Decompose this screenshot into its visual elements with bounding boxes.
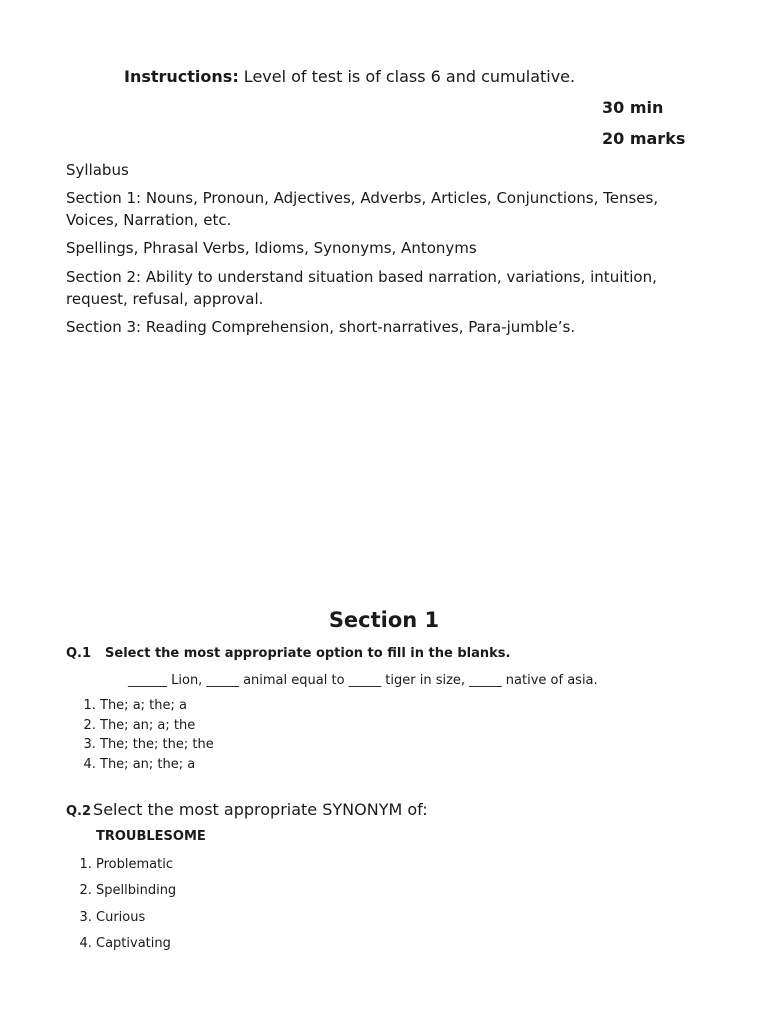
question-1 [66, 646, 510, 661]
option: 4. The; an; the; a [100, 755, 214, 775]
fill-blank-sentence: ______ Lion, _____ animal equal to _____ tiger in size, _____ native of asia. [128, 673, 598, 688]
q2-options [76, 852, 176, 957]
syllabus-item: Spellings, Phrasal Verbs, Idioms, Synonyms, Antonyms [66, 239, 477, 257]
instructions-text: Level of test is of class 6 and cumulative. [238, 67, 576, 86]
target-word: TROUBLESOME [96, 829, 206, 844]
option: 3. Curious [96, 905, 176, 931]
option: 4. Captivating [96, 931, 176, 957]
syllabus-item: Section 1: Nouns, Pronoun, Adjectives, Adverbs, Articles, Conjunctions, Tenses, Voices, Narration, etc. [66, 189, 659, 229]
section-title: Section 1 [328, 608, 440, 632]
question-number: Q.1 [66, 646, 92, 661]
q1-options [80, 696, 214, 774]
question-number: Q.2 [66, 804, 92, 819]
question-prompt: Select the most appropriate option to fill in the blanks. [105, 646, 511, 661]
syllabus-item: Section 2: Ability to understand situation based narration, variations, intuition, request, refusal, approval. [66, 268, 657, 308]
option: 1. Problematic [96, 852, 176, 878]
instructions-label: Instructions: [124, 67, 239, 86]
test-duration: 30 min [602, 98, 664, 117]
question-2 [66, 800, 428, 819]
syllabus-heading: Syllabus [66, 161, 129, 179]
test-marks: 20 marks [602, 129, 686, 148]
option: 2. Spellbinding [96, 878, 176, 904]
option: 1. The; a; the; a [100, 696, 214, 716]
option: 3. The; the; the; the [100, 735, 214, 755]
question-prompt: Select the most appropriate SYNONYM of: [93, 800, 428, 819]
syllabus-item: Section 3: Reading Comprehension, short-narratives, Para-jumble’s. [66, 318, 576, 336]
option: 2. The; an; a; the [100, 716, 214, 736]
instructions-line [124, 67, 575, 86]
